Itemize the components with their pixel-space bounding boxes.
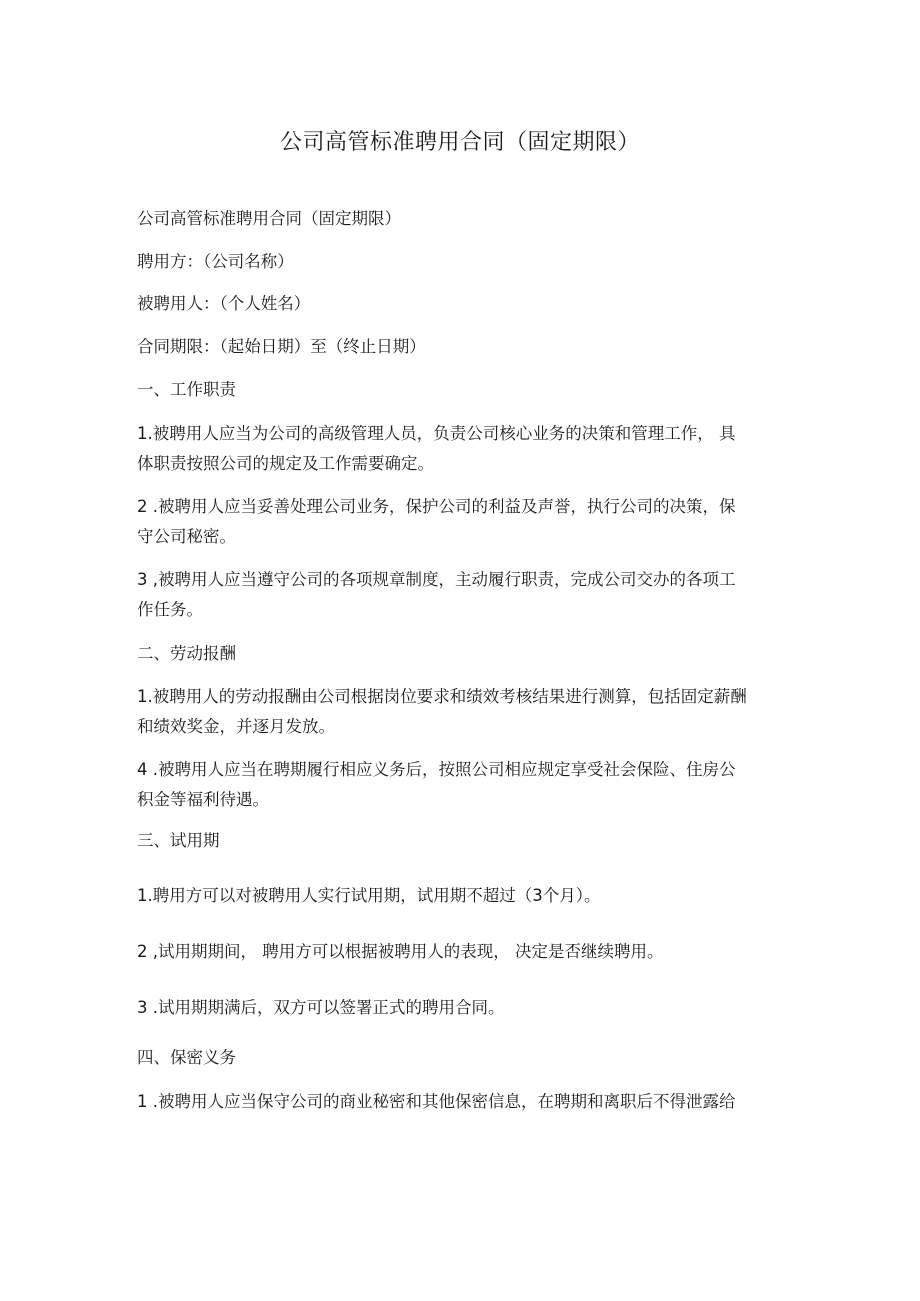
paragraph-line: 和绩效奖金，并逐月发放。 (137, 717, 335, 736)
employee-line: 被聘用人：（个人姓名） (137, 294, 311, 313)
paragraph-line: 作任务。 (137, 600, 203, 619)
paragraph-line: 积金等福利待遇。 (137, 790, 269, 809)
paragraph-line: 1.被聘用人的劳动报酬由公司根据岗位要求和绩效考核结果进行测算，包括固定薪酬 (137, 687, 747, 706)
paragraph-line: 3 .试用期期满后，双方可以签署正式的聘用合同。 (137, 998, 505, 1017)
paragraph-line: 2 .被聘用人应当妥善处理公司业务，保护公司的利益及声誉，执行公司的决策，保 (137, 497, 736, 516)
paragraph-line: 3 ,被聘用人应当遵守公司的各项规章制度，主动履行职责，完成公司交办的各项工 (137, 570, 736, 589)
paragraph-line: 4 .被聘用人应当在聘期履行相应义务后，按照公司相应规定享受社会保险、住房公 (137, 760, 736, 779)
section-heading-confidentiality: 四、保密义务 (137, 1048, 236, 1067)
paragraph-line: 1.聘用方可以对被聘用人实行试用期，试用期不超过（3个月）。 (137, 886, 601, 905)
doc-subtitle: 公司高管标准聘用合同（固定期限） (137, 209, 401, 228)
document-title: 公司高管标准聘用合同（固定期限） (279, 130, 640, 155)
section-heading-duties: 一、工作职责 (137, 380, 236, 399)
section-heading-compensation: 二、劳动报酬 (137, 644, 236, 663)
paragraph-line: 1.被聘用人应当为公司的高级管理人员，负责公司核心业务的决策和管理工作， 具 (137, 424, 736, 443)
contract-term-line: 合同期限：（起始日期）至（终止日期） (137, 337, 426, 356)
section-heading-probation: 三、试用期 (137, 831, 220, 850)
paragraph-line: 2 ,试用期期间， 聘用方可以根据被聘用人的表现， 决定是否继续聘用。 (137, 942, 664, 961)
paragraph-line: 1 .被聘用人应当保守公司的商业秘密和其他保密信息，在聘期和离职后不得泄露给 (137, 1092, 736, 1111)
paragraph-line: 守公司秘密。 (137, 527, 236, 546)
employer-line: 聘用方：（公司名称） (137, 252, 294, 271)
paragraph-line: 体职责按照公司的规定及工作需要确定。 (137, 454, 434, 473)
